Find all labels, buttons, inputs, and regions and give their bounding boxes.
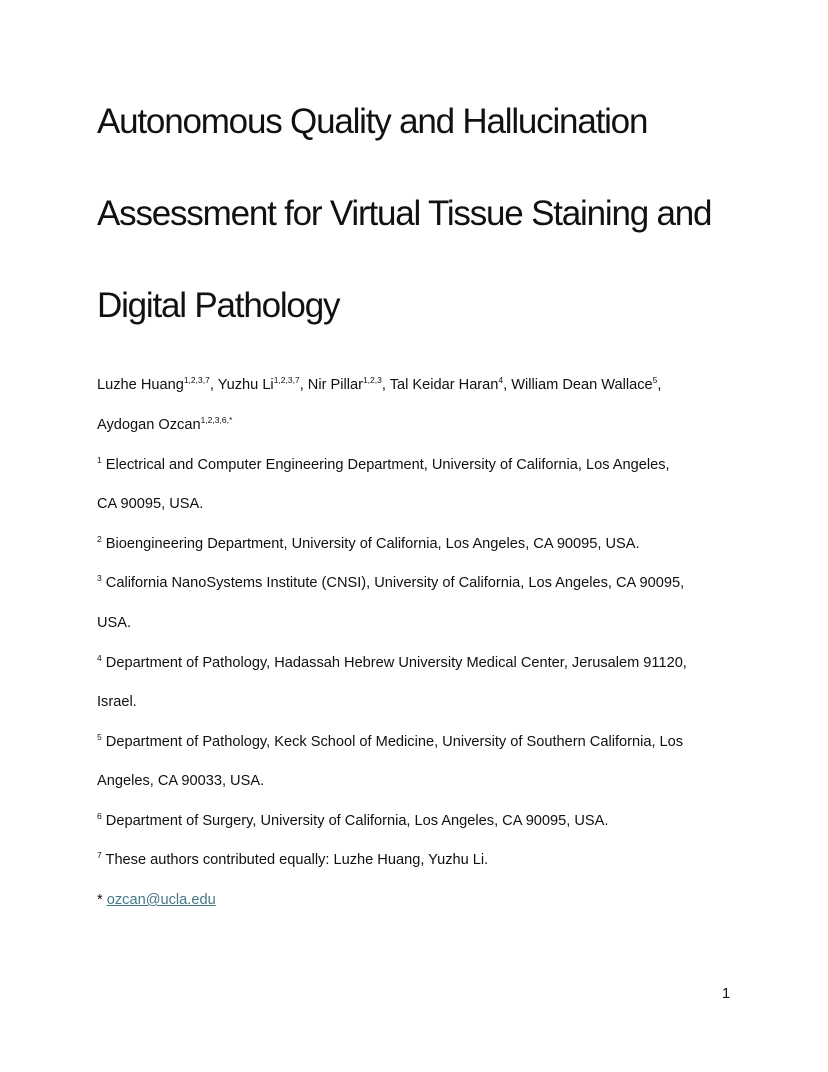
affiliation-5-continued: Angeles, CA 90033, USA. [97,773,265,789]
affiliation-mark: 5 [97,732,102,742]
affiliation-text: These authors contributed equally: Luzhe Huang, Yuzhu Li. [105,852,489,868]
affiliation-5 [97,732,683,752]
equal-contribution-note [97,850,488,870]
author-list-line-2 [97,415,232,435]
affiliation-text: Bioengineering Department, University of California, Los Angeles, CA 90095, USA. [105,536,640,552]
affiliation-4-continued: Israel. [97,694,137,710]
affiliation-3-continued: USA. [97,615,132,631]
affiliation-mark: 6 [97,811,102,821]
page-number: 1 [722,986,731,1002]
author-affiliation-marks: 5 [652,375,658,385]
affiliation-2 [97,534,640,554]
affiliation-mark: 2 [97,534,102,544]
affiliation-mark: 1 [97,455,102,465]
correspondence-mark: * [97,892,103,908]
affiliation-6 [97,811,608,831]
affiliation-text: Electrical and Computer Engineering Department, University of California, Los Angeles, [105,457,670,473]
paper-title-line-3: Digital Pathology [97,286,340,325]
author-separator: , [299,377,308,393]
author-affiliation-marks: 1,2,3,7 [273,375,300,385]
affiliation-4 [97,653,687,673]
author-name: Tal Keidar Haran [389,377,499,393]
author-separator: , [209,377,218,393]
author-separator: , [657,377,662,393]
paper-title-line-2: Assessment for Virtual Tissue Staining and [97,194,712,233]
affiliation-mark: 4 [97,653,102,663]
affiliation-text: Department of Surgery, University of California, Los Angeles, CA 90095, USA. [105,813,609,829]
correspondence-email-link[interactable]: ozcan@ucla.edu [106,892,216,908]
author-name: Yuzhu Li [217,377,274,393]
author-separator: , [503,377,512,393]
author-affiliation-marks: 1,2,3,6,* [200,415,233,425]
author-separator: , [381,377,390,393]
author-name: Luzhe Huang [97,377,184,393]
author-name: Aydogan Ozcan [97,417,201,433]
affiliation-text: Department of Pathology, Keck School of Medicine, University of Southern California, Los [105,734,684,750]
affiliation-1-continued: CA 90095, USA. [97,496,204,512]
author-affiliation-marks: 1,2,3 [362,375,382,385]
affiliation-text: California NanoSystems Institute (CNSI), University of California, Los Angeles, CA 90095, [105,575,685,591]
affiliation-mark: 3 [97,573,102,583]
author-affiliation-marks: 4 [498,375,504,385]
affiliation-text: Department of Pathology, Hadassah Hebrew University Medical Center, Jerusalem 91120, [105,655,687,671]
author-affiliation-marks: 1,2,3,7 [183,375,210,385]
paper-title-line-1: Autonomous Quality and Hallucination [97,102,648,141]
correspondence [97,890,216,910]
affiliation-3 [97,573,684,593]
affiliation-1 [97,455,670,475]
author-name: Nir Pillar [307,377,363,393]
author-name: William Dean Wallace [511,377,653,393]
author-list-line-1 [97,375,661,395]
affiliation-mark: 7 [97,850,102,860]
